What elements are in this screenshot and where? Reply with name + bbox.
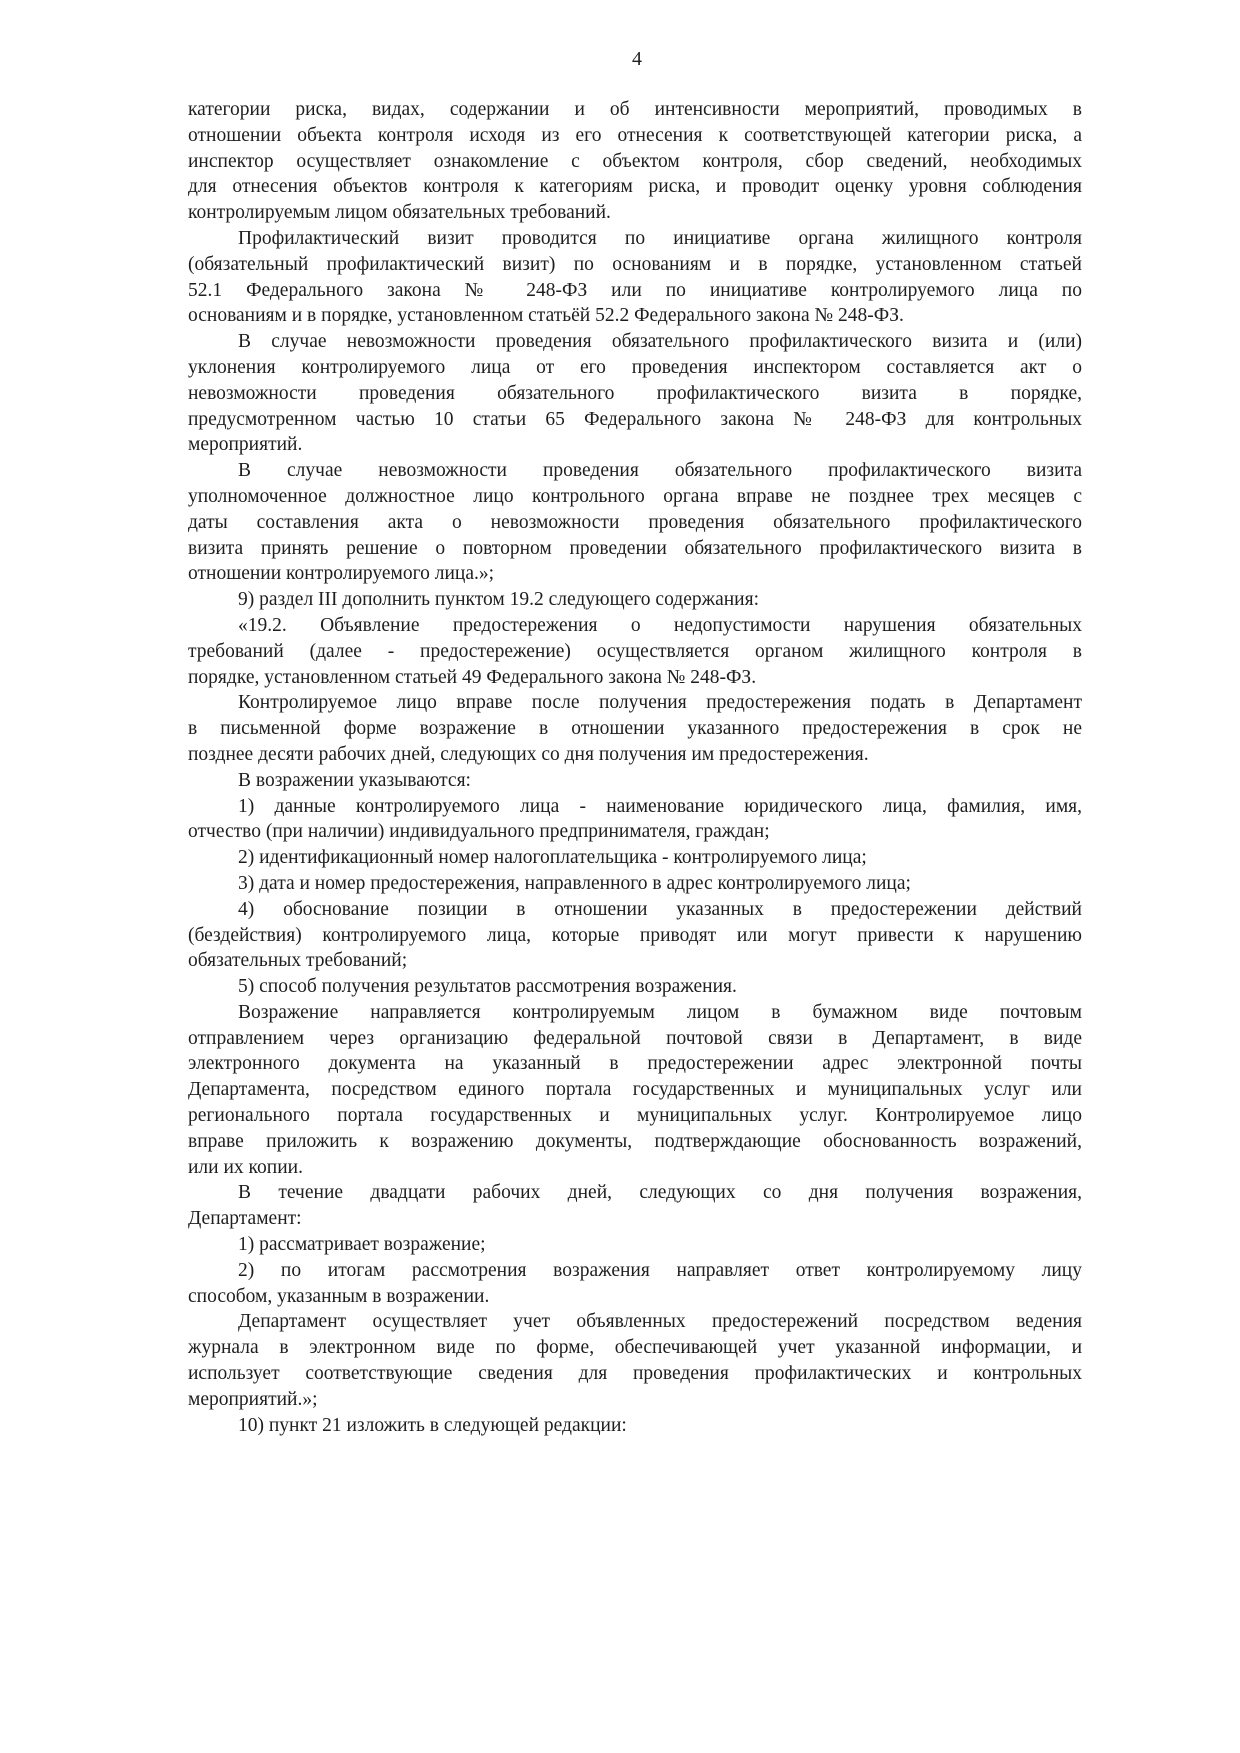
- text-line: отношении объекта контроля исходя из его отнесения к соответствующей категории риска, а: [188, 124, 1082, 146]
- document-body: [188, 97, 1082, 1438]
- text-line: уклонения контролируемого лица от его проведения инспектором составляется акт о: [188, 356, 1082, 378]
- text-line: отчество (при наличии) индивидуального предпринимателя, граждан;: [188, 821, 770, 843]
- text-line: 5) способ получения результатов рассмотрения возражения.: [238, 976, 737, 998]
- text-line: основаниям и в порядке, установленном статьёй 52.2 Федерального закона № 248-ФЗ.: [188, 305, 904, 327]
- text-line: В случае невозможности проведения обязательного профилактического визита и (или): [238, 331, 1082, 353]
- text-line: невозможности проведения обязательного профилактического визита в порядке,: [188, 382, 1082, 404]
- text-line: 1) рассматривает возражение;: [238, 1234, 486, 1256]
- text-line: мероприятий.»;: [188, 1388, 318, 1410]
- text-line: электронного документа на указанный в предостережении адрес электронной почты: [188, 1053, 1082, 1075]
- page-number: 4: [632, 48, 642, 70]
- text-line: «19.2. Объявление предостережения о недопустимости нарушения обязательных: [238, 614, 1082, 636]
- paragraph: [188, 690, 1082, 767]
- text-line: уполномоченное должностное лицо контрольного органа вправе не позднее трех месяцев с: [188, 485, 1082, 507]
- text-line: Возражение направляется контролируемым лицом в бумажном виде почтовым: [238, 1001, 1082, 1023]
- text-line: регионального портала государственных и муниципальных услуг. Контролируемое лицо: [188, 1105, 1082, 1127]
- text-line: Департамент осуществляет учет объявленных предостережений посредством ведения: [238, 1311, 1082, 1333]
- paragraph: [188, 1258, 1082, 1310]
- text-line: В возражении указываются:: [238, 769, 471, 791]
- paragraph: [188, 1232, 1082, 1258]
- text-line: для отнесения объектов контроля к категориям риска, и проводит оценку уровня соблюдения: [188, 176, 1082, 198]
- text-line: отношении контролируемого лица.»;: [188, 563, 495, 585]
- text-line: категории риска, видах, содержании и об интенсивности мероприятий, проводимых в: [188, 99, 1082, 120]
- text-line: 1) данные контролируемого лица - наименование юридического лица, фамилия, имя,: [238, 795, 1082, 817]
- text-line: журнала в электронном виде по форме, обеспечивающей учет указанной информации, и: [188, 1337, 1082, 1359]
- text-line: мероприятий.: [188, 434, 303, 456]
- paragraph: [188, 1413, 1082, 1439]
- paragraph: [188, 897, 1082, 974]
- paragraph: [188, 1000, 1082, 1181]
- paragraph: [188, 1309, 1082, 1412]
- paragraph: [188, 974, 1082, 1000]
- paragraph: [188, 768, 1082, 794]
- text-line: позднее десяти рабочих дней, следующих со дня получения им предостережения.: [188, 743, 869, 765]
- paragraph: [188, 1180, 1082, 1232]
- text-line: 4) обоснование позиции в отношении указанных в предостережении действий: [238, 898, 1082, 920]
- text-line: Департамент:: [188, 1208, 302, 1230]
- text-line: даты составления акта о невозможности проведения обязательного профилактического: [188, 511, 1082, 533]
- text-line: отправлением через организацию федеральной почтовой связи в Департамент, в виде: [188, 1027, 1082, 1049]
- text-line: 52.1 Федерального закона № 248-ФЗ или по инициативе контролируемого лица по: [188, 279, 1082, 301]
- text-line: 10) пункт 21 изложить в следующей редакции:: [238, 1414, 627, 1436]
- text-line: обязательных требований;: [188, 950, 408, 972]
- paragraph: [188, 226, 1082, 329]
- text-line: 9) раздел III дополнить пунктом 19.2 следующего содержания:: [238, 589, 759, 611]
- text-line: вправе приложить к возражению документы, подтверждающие обоснованность возражений,: [188, 1130, 1082, 1152]
- text-line: контролируемым лицом обязательных требований.: [188, 202, 611, 224]
- paragraph: [188, 458, 1082, 587]
- text-line: Профилактический визит проводится по инициативе органа жилищного контроля: [238, 227, 1082, 249]
- text-line: требований (далее - предостережение) осуществляется органом жилищного контроля в: [188, 640, 1082, 662]
- paragraph: [188, 794, 1082, 846]
- text-line: или их копии.: [188, 1156, 303, 1178]
- text-line: способом, указанным в возражении.: [188, 1285, 490, 1307]
- text-line: 3) дата и номер предостережения, направленного в адрес контролируемого лица;: [238, 872, 911, 894]
- text-line: В случае невозможности проведения обязательного профилактического визита: [238, 460, 1082, 482]
- text-line: 2) идентификационный номер налогоплательщика - контролируемого лица;: [238, 847, 867, 869]
- paragraph: [188, 587, 1082, 613]
- paragraph: [188, 845, 1082, 871]
- text-line: 2) по итогам рассмотрения возражения направляет ответ контролируемому лицу: [238, 1259, 1082, 1281]
- text-line: (бездействия) контролируемого лица, которые приводят или могут привести к нарушению: [188, 924, 1082, 946]
- paragraph: [188, 613, 1082, 690]
- text-line: предусмотренном частью 10 статьи 65 Федерального закона № 248-ФЗ для контрольных: [188, 408, 1082, 430]
- text-line: порядке, установленном статьей 49 Федерального закона № 248-ФЗ.: [188, 666, 757, 688]
- text-line: визита принять решение о повторном проведении обязательного профилактического визита в: [188, 537, 1082, 559]
- text-line: В течение двадцати рабочих дней, следующих со дня получения возражения,: [238, 1182, 1082, 1204]
- text-line: Департамента, посредством единого портала государственных и муниципальных услуг или: [188, 1079, 1082, 1101]
- paragraph: [188, 329, 1082, 458]
- paragraph: [188, 871, 1082, 897]
- paragraph: [188, 97, 1082, 226]
- text-line: в письменной форме возражение в отношении указанного предостережения в срок не: [188, 718, 1082, 740]
- text-line: Контролируемое лицо вправе после получения предостережения подать в Департамент: [238, 692, 1082, 714]
- text-line: инспектор осуществляет ознакомление с объектом контроля, сбор сведений, необходимых: [188, 150, 1082, 172]
- text-line: использует соответствующие сведения для проведения профилактических и контрольных: [188, 1363, 1082, 1385]
- text-line: (обязательный профилактический визит) по основаниям и в порядке, установленном статьей: [188, 253, 1082, 275]
